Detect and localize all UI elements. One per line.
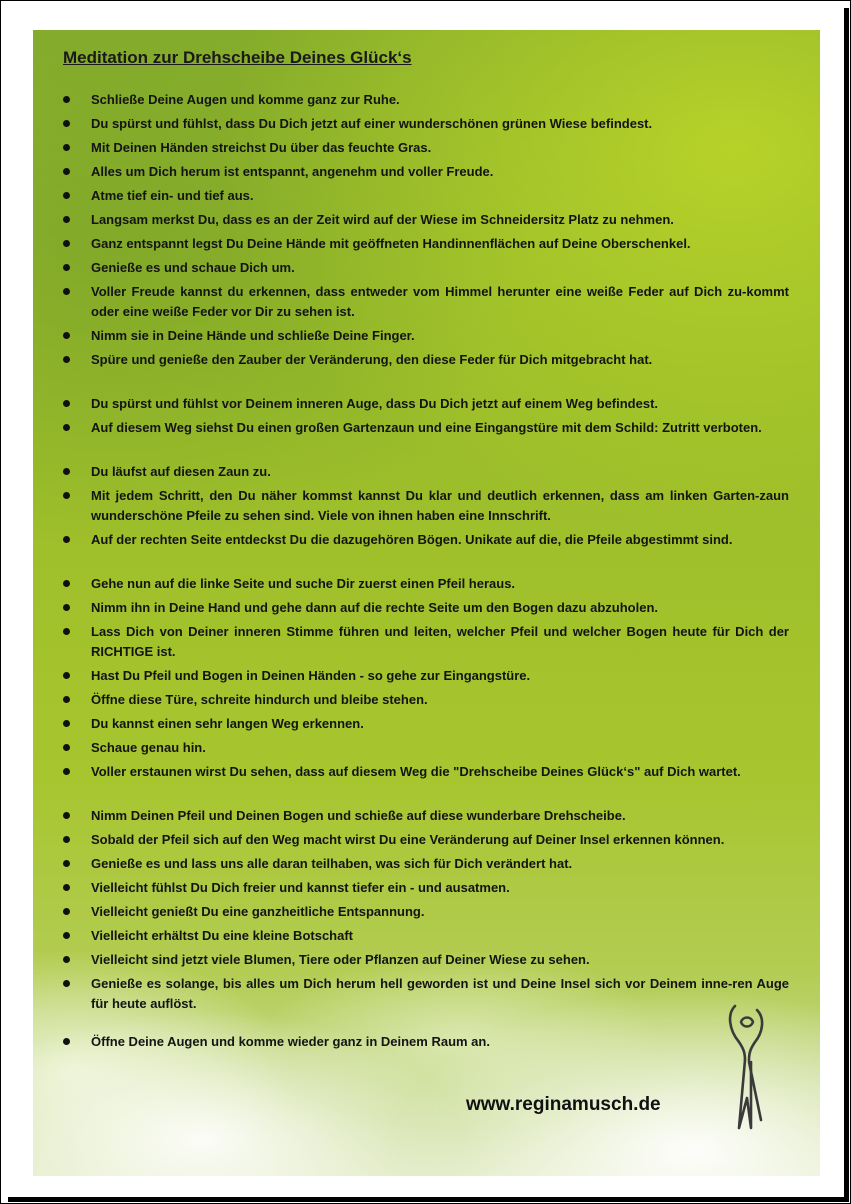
list-item: Auf der rechten Seite entdeckst Du die dazugehören Bögen. Unikate auf die, die Pfeile abgestimmt sind. — [91, 532, 733, 547]
meditation-panel — [33, 30, 820, 1176]
list-item: Mit Deinen Händen streichst Du über das feuchte Gras. — [91, 140, 432, 155]
bullet-icon — [63, 192, 70, 199]
bullet-icon — [63, 980, 70, 987]
bullet-icon — [63, 884, 70, 891]
bullet-icon — [63, 120, 70, 127]
list-item: Öffne Deine Augen und komme wieder ganz in Deinem Raum an. — [91, 1034, 490, 1049]
website-url: www.reginamusch.de — [466, 1094, 661, 1115]
list-item: Sobald der Pfeil sich auf den Weg macht wirst Du eine Veränderung auf Deiner Insel erkennen können. — [91, 832, 725, 847]
bullet-icon — [63, 1038, 70, 1045]
list-item: Langsam merkst Du, dass es an der Zeit wird auf der Wiese im Schneidersitz Platz zu nehmen. — [91, 212, 674, 227]
list-item: Ganz entspannt legst Du Deine Hände mit geöffneten Handinnenflächen auf Deine Oberschenkel. — [91, 236, 691, 251]
bullet-icon — [63, 720, 70, 727]
bullet-icon — [63, 860, 70, 867]
list-item: Mit jedem Schritt, den Du näher kommst kannst Du klar und deutlich erkennen, dass am linken Garten-zaun wunderschöne Pfeile zu sehen sind. Viele von ihnen haben eine Innschrift. — [91, 488, 789, 523]
list-item: Schließe Deine Augen und komme ganz zur Ruhe. — [91, 92, 400, 107]
list-item: Vielleicht genießt Du eine ganzheitliche Entspannung. — [91, 904, 425, 919]
list-item: Du läufst auf diesen Zaun zu. — [91, 464, 271, 479]
list-item: Du kannst einen sehr langen Weg erkennen. — [91, 716, 364, 731]
list-item: Vielleicht erhältst Du eine kleine Botschaft — [91, 928, 354, 943]
bullet-icon — [63, 264, 70, 271]
bullet-icon — [63, 96, 70, 103]
bullet-icon — [63, 836, 70, 843]
bullet-icon — [63, 536, 70, 543]
bullet-icon — [63, 240, 70, 247]
list-item: Du spürst und fühlst, dass Du Dich jetzt auf einer wunderschönen grünen Wiese befindest. — [91, 116, 653, 131]
bullet-icon — [63, 216, 70, 223]
list-item: Genieße es solange, bis alles um Dich herum hell geworden ist und Deine Insel sich vor Deinem inne-ren Auge für heute auflöst. — [91, 976, 789, 1011]
bullet-icon — [63, 812, 70, 819]
bullet-icon — [63, 696, 70, 703]
list-item: Gehe nun auf die linke Seite und suche Dir zuerst einen Pfeil heraus. — [91, 576, 516, 591]
list-item: Hast Du Pfeil und Bogen in Deinen Händen - so gehe zur Eingangstüre. — [91, 668, 531, 683]
bullet-icon — [63, 580, 70, 587]
bullet-icon — [63, 168, 70, 175]
bullet-icon — [63, 468, 70, 475]
list-item: Voller erstaunen wirst Du sehen, dass auf diesem Weg die "Drehscheibe Deines Glück‘s" auf Dich wartet. — [91, 764, 741, 779]
list-item: Genieße es und schaue Dich um. — [91, 260, 295, 275]
list-item: Nimm ihn in Deine Hand und gehe dann auf die rechte Seite um den Bogen dazu abzuholen. — [91, 600, 658, 615]
bullet-icon — [63, 144, 70, 151]
bullet-icon — [63, 356, 70, 363]
bullet-icon — [63, 932, 70, 939]
list-item: Voller Freude kannst du erkennen, dass entweder vom Himmel herunter eine weiße Feder auf Dich zu-kommt oder eine weiße Feder vor Dir zu sehen ist. — [91, 284, 789, 319]
list-item: Auf diesem Weg siehst Du einen großen Gartenzaun und eine Eingangstüre mit dem Schild: Zutritt verboten. — [91, 420, 762, 435]
list-item: Öffne diese Türe, schreite hindurch und bleibe stehen. — [91, 692, 428, 707]
bullet-icon — [63, 628, 70, 635]
bullet-icon — [63, 956, 70, 963]
bullet-icon — [63, 908, 70, 915]
bullet-icon — [63, 492, 70, 499]
list-item: Atme tief ein- und tief aus. — [91, 188, 254, 203]
list-item: Du spürst und fühlst vor Deinem inneren Auge, dass Du Dich jetzt auf einem Weg befindest. — [91, 396, 659, 411]
list-item: Lass Dich von Deiner inneren Stimme führen und leiten, welcher Pfeil und welcher Bogen heute für Dich der RICHTIGE ist. — [91, 624, 789, 659]
bullet-icon — [63, 288, 70, 295]
bullet-icon — [63, 424, 70, 431]
page-title: Meditation zur Drehscheibe Deines Glück‘s — [63, 48, 412, 67]
bullet-icon — [63, 672, 70, 679]
list-item: Spüre und genieße den Zauber der Veränderung, den diese Feder für Dich mitgebracht hat. — [91, 352, 653, 367]
dancing-figure-logo-icon — [721, 1002, 771, 1132]
bullet-icon — [63, 400, 70, 407]
list-item: Vielleicht sind jetzt viele Blumen, Tiere oder Pflanzen auf Deiner Wiese zu sehen. — [91, 952, 590, 967]
list-item: Genieße es und lass uns alle daran teilhaben, was sich für Dich verändert hat. — [91, 856, 573, 871]
list-item: Alles um Dich herum ist entspannt, angenehm und voller Freude. — [91, 164, 494, 179]
list-item: Schaue genau hin. — [91, 740, 206, 755]
list-item: Nimm sie in Deine Hände und schließe Deine Finger. — [91, 328, 415, 343]
list-item: Vielleicht fühlst Du Dich freier und kannst tiefer ein - und ausatmen. — [91, 880, 510, 895]
bullet-icon — [63, 604, 70, 611]
bullet-icon — [63, 332, 70, 339]
bullet-icon — [63, 768, 70, 775]
bullet-icon — [63, 744, 70, 751]
list-item: Nimm Deinen Pfeil und Deinen Bogen und schieße auf diese wunderbare Drehscheibe. — [91, 808, 626, 823]
